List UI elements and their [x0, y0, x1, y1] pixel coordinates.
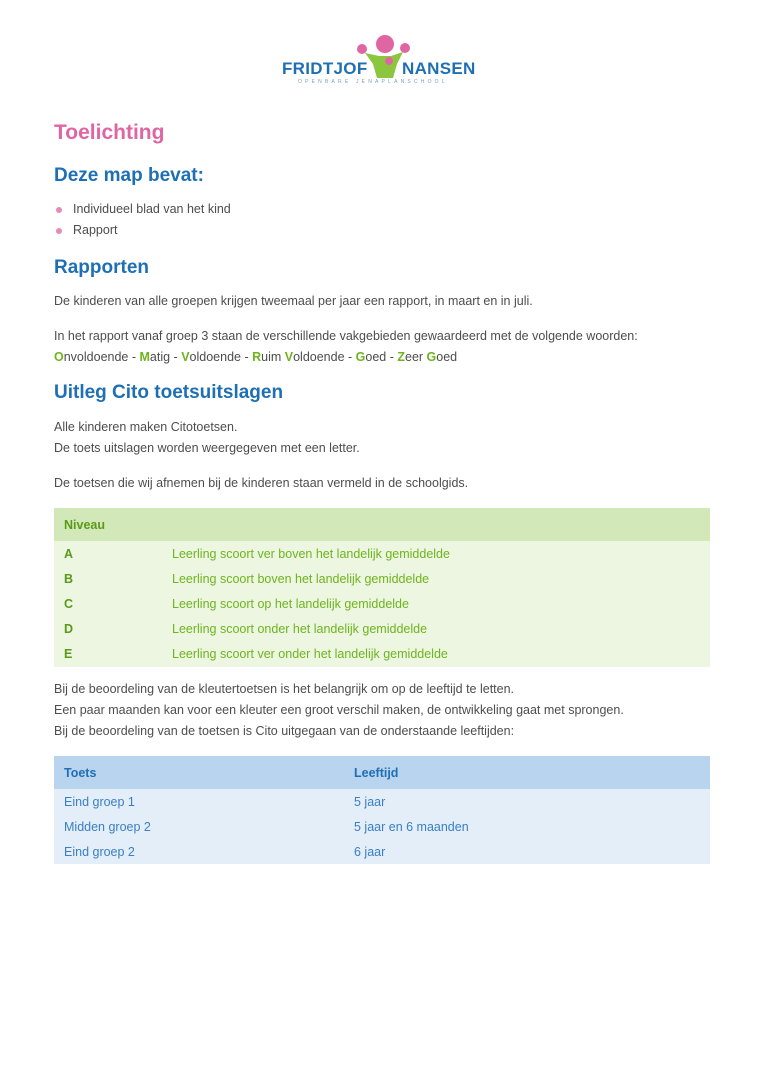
table-row [54, 641, 710, 667]
section-heading-cito: Uitleg Cito toetsuitslagen [54, 382, 284, 403]
scale-initial: V [284, 350, 294, 364]
list-item: Individueel blad van het kind [54, 202, 231, 223]
scale-separator: - [386, 350, 398, 364]
scale-word-rest: oldoende [293, 350, 345, 364]
age-header-toets: Toets [54, 756, 344, 789]
table-row [54, 814, 710, 839]
scale-word-rest: nvoldoende [63, 350, 129, 364]
scale-separator: - [170, 350, 182, 364]
scale-separator: - [344, 350, 356, 364]
niveau-code: D [54, 616, 162, 641]
niveau-description: Leerling scoort op het landelijk gemiddelde [162, 591, 710, 616]
scale-initial: O [54, 350, 64, 364]
niveau-code: C [54, 591, 162, 616]
age-toets: Eind groep 2 [54, 839, 344, 864]
niveau-description: Leerling scoort ver boven het landelijk gemiddelde [162, 541, 710, 566]
logo-word-right: NANSEN [402, 59, 476, 78]
paragraph: De kinderen van alle groepen krijgen tweemaal per jaar een rapport, in maart en in juli. [54, 294, 533, 308]
age-leeftijd: 6 jaar [344, 839, 710, 864]
logo-subtitle: OPENBARE JENAPLANSCHOOL [298, 79, 448, 85]
niveau-description: Leerling scoort onder het landelijk gemiddelde [162, 616, 710, 641]
page-title: Toelichting [54, 121, 165, 144]
paragraph: Een paar maanden kan voor een kleuter een groot verschil maken, de ontwikkeling gaat met sprongen. [54, 703, 624, 717]
age-leeftijd: 5 jaar en 6 maanden [344, 814, 710, 839]
age-toets: Midden groep 2 [54, 814, 344, 839]
age-table [54, 756, 710, 864]
scale-word-rest: oed [365, 350, 387, 364]
paragraph: Bij de beoordeling van de kleutertoetsen is het belangrijk om op de leeftijd te letten. [54, 682, 515, 696]
niveau-table [54, 508, 710, 667]
scale-word-rest: oldoende [189, 350, 241, 364]
bullet-dot-icon [56, 228, 62, 234]
niveau-code: A [54, 541, 162, 566]
scale-initial: M [139, 350, 150, 364]
logo-word-left: FRIDTJOF [282, 59, 368, 78]
section-heading-rapporten: Rapporten [54, 257, 149, 278]
scale-separator: - [240, 350, 253, 364]
paragraph: Bij de beoordeling van de toetsen is Cito uitgegaan van de onderstaande leeftijden: [54, 724, 515, 738]
niveau-code: B [54, 566, 162, 591]
niveau-description: Leerling scoort ver onder het landelijk gemiddelde [162, 641, 710, 667]
niveau-description: Leerling scoort boven het landelijk gemiddelde [162, 566, 710, 591]
scale-word-rest: atig [149, 350, 171, 364]
table-row [54, 616, 710, 641]
section-heading-map: Deze map bevat: [54, 165, 204, 186]
table-row [54, 566, 710, 591]
bullet-dot-icon [56, 207, 62, 213]
age-header-leeftijd: Leeftijd [344, 756, 710, 789]
contents-list [54, 202, 231, 244]
rating-scale [54, 350, 457, 364]
table-row [54, 839, 710, 864]
table-row [54, 541, 710, 566]
scale-initial: Z [397, 350, 405, 364]
niveau-header: Niveau [54, 508, 710, 541]
list-item: Rapport [54, 223, 231, 244]
paragraph: Alle kinderen maken Citotoetsen. [54, 420, 238, 434]
niveau-code: E [54, 641, 162, 667]
age-toets: Eind groep 1 [54, 789, 344, 814]
paragraph: De toets uitslagen worden weergegeven met een letter. [54, 441, 360, 455]
paragraph: De toetsen die wij afnemen bij de kinderen staan vermeld in de schoolgids. [54, 476, 469, 490]
scale-word-rest: eer [405, 350, 427, 364]
scale-initial: V [181, 350, 190, 364]
scale-word-rest: uim [261, 350, 285, 364]
paragraph: In het rapport vanaf groep 3 staan de verschillende vakgebieden gewaardeerd met de volgende woorden: [54, 329, 638, 343]
scale-initial: G [355, 350, 366, 364]
table-row [54, 789, 710, 814]
table-row [54, 591, 710, 616]
scale-initial: G [426, 350, 437, 364]
age-leeftijd: 5 jaar [344, 789, 710, 814]
scale-word-rest: oed [436, 350, 458, 364]
scale-separator: - [128, 350, 140, 364]
scale-initial: R [252, 350, 262, 364]
school-logo [281, 34, 481, 88]
